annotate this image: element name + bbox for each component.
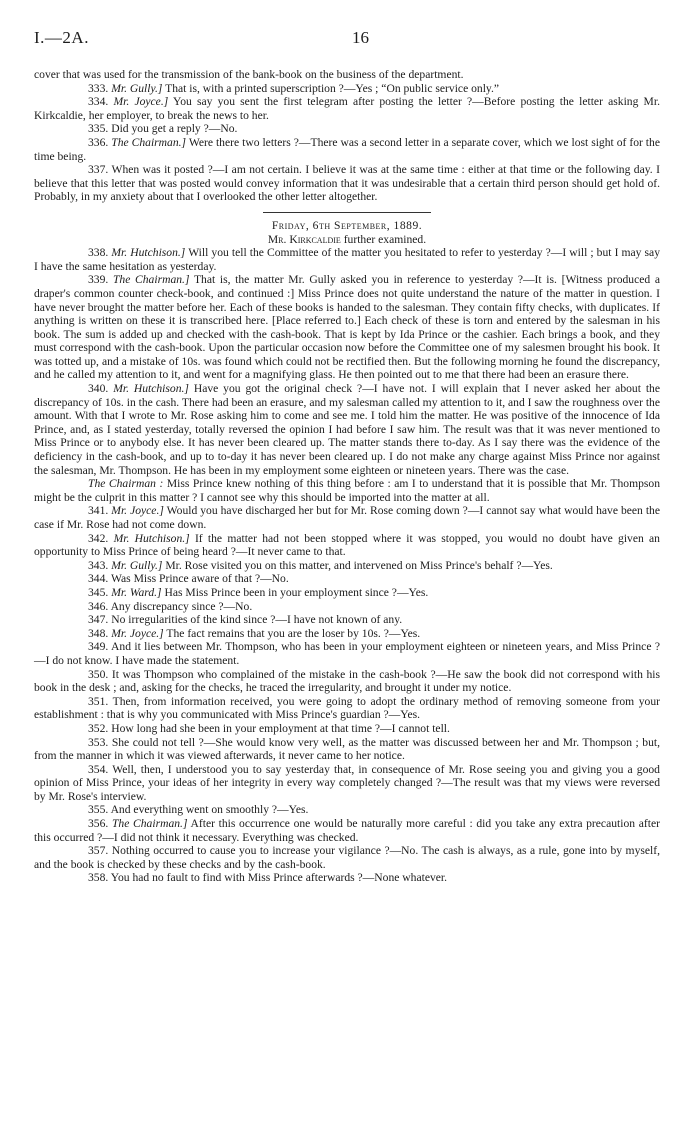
evidence-paragraph	[34, 586, 660, 600]
paragraph-text: She could not tell ?—She would know very well, as the matter was discussed between her and Mr. Thompson ; but, from the manner in which it was viewed afterwards, it never came to her notice.	[34, 735, 660, 763]
speaker: The Chairman.]	[111, 135, 187, 149]
paragraph-text: Was Miss Prince aware of that ?—No.	[111, 572, 289, 586]
paragraph-text: How long had she been in your employment at that time ?—I cannot tell.	[111, 721, 450, 735]
paragraph-text: The fact remains that you are the loser by 10s. ?—Yes.	[166, 626, 421, 640]
paragraph-text: Were there two letters ?—There was a second letter in a separate cover, which we lost sight of for the time being.	[34, 135, 660, 163]
question-number: 351.	[88, 694, 109, 708]
question-number: 358.	[88, 871, 109, 885]
question-number: 350.	[88, 667, 109, 681]
question-number: 354.	[88, 762, 109, 776]
evidence-paragraph	[34, 600, 660, 614]
speaker: The Chairman.]	[112, 273, 190, 287]
paragraph-text: When was it posted ?—I am not certain. I believe it was at the same time : either at that time or the following day. I believe that this letter that was posted would convey information that it was undesirable that a certain third person should get hold of. Probably, in my anxiety about that I overlooked the other letter altogether.	[34, 163, 660, 204]
question-number: 353.	[88, 735, 109, 749]
evidence-paragraph	[34, 136, 660, 163]
speaker: Mr. Hutchison.]	[113, 382, 189, 396]
evidence-paragraph	[34, 382, 660, 477]
paragraph-text: And it lies between Mr. Thompson, who has been in your employment eighteen or nineteen years, and Miss Prince ?—I do not know. I have made the statement.	[34, 640, 660, 667]
evidence-paragraph	[34, 68, 660, 82]
evidence-paragraph	[34, 504, 660, 531]
question-number: 343.	[88, 558, 109, 572]
page-number: 16	[352, 28, 369, 47]
paragraph-text: Have you got the original check ?—I have not. I will explain that I never asked her about the discrepancy of 10s. in the cash. There had been an erasure, and my salesman called my attention to it, and I saw the roughness over the amount. With that I wrote to Mr. Rose asking him to come and see me. I told him the matter. He was positive of the innocence of Ida Prince, and, as I stated yesterday, totally reversed the opinion I had before I saw him. The result was that it was never mentioned to Miss Prince or to anybody else. It has never been cleared up. The matter stands there to-day. As I say there was the evidence of the deficiency in the cash-book, and up to to-day it has never been cleared up. I do not make any charge against Miss Prince nor against the salesman, Mr. Thompson. He has been in my employment some eighteen or nineteen years. There was the case.	[34, 382, 660, 477]
paragraph-text: Would you have discharged her but for Mr. Rose coming down ?—I cannot say what would have been the case if Mr. Rose had not come down.	[34, 504, 660, 531]
speaker: Mr. Joyce.]	[111, 504, 164, 518]
evidence-body	[34, 68, 660, 885]
paragraph-text: That is, the matter Mr. Gully asked you in reference to yesterday ?—It is. [Witness produced a draper's common counter check-book, and continued :] Miss Prince does not quite understand the nature of the matter in question. I have never brought the matter before her. Each of these books is handed to the salesman. They contain fifty checks, with duplicates. If anything is written on these it is transcribed here. [Place referred to.] Each check of these is torn and entered by the salesman in his book. The sum is added up and checked with the cash-book. That is kept by Ida Prince or the cashier. Each brings a book, and they must correspond with the cash-book. Upon the particular occasion now before the Committee one of my salesmen brought his book. It was totted up, and a mistake of 10s. was found which could not be rectified then. But the following morning he found the discrepancy, and he called my attention to it, and went for a magnifying glass. He then pointed out to me that there had been an erasure there.	[34, 273, 660, 382]
evidence-paragraph	[34, 817, 660, 844]
section-divider	[263, 212, 431, 213]
speaker: Mr. Hutchison.]	[113, 531, 190, 545]
speaker: Mr. Joyce.]	[111, 626, 164, 640]
paragraph-text: Then, from information received, you were going to adopt the ordinary method of removing someone from your establishment : that is why you communicated with Miss Prince's guardian ?—Yes.	[34, 694, 660, 722]
page-header	[34, 28, 660, 50]
sitting-date: Friday, 6th September, 1889.	[271, 218, 423, 232]
evidence-paragraph	[34, 695, 660, 722]
witness-heading	[34, 233, 660, 247]
question-number: 334.	[88, 95, 109, 109]
question-number: 341.	[88, 504, 109, 518]
paragraph-text: Miss Prince knew nothing of this thing before : am I to understand that it is possible that Mr. Thompson might be the culprit in this matter ? I cannot see why this should be imported into the matter at all.	[34, 477, 660, 504]
paragraph-text: After this occurrence one would be naturally more careful : did you take any extra precaution after this occurred ?—I did not think it necessary. Everything was checked.	[34, 817, 660, 844]
question-number: 335.	[88, 122, 109, 136]
question-number: 333.	[88, 81, 109, 95]
evidence-paragraph	[34, 572, 660, 586]
paragraph-text: And everything went on smoothly ?—Yes.	[110, 803, 309, 817]
paragraph-text: Nothing occurred to cause you to increase your vigilance ?—No. The cash is always, as a rule, gone into by myself, and the book is checked by these checks and by the cash-book.	[34, 844, 661, 871]
evidence-paragraph	[34, 736, 660, 763]
question-number: 347.	[88, 613, 109, 627]
evidence-paragraph	[34, 273, 660, 382]
question-number: 357.	[88, 844, 109, 858]
speaker: Mr. Ward.]	[111, 585, 162, 599]
evidence-paragraph	[34, 82, 660, 96]
evidence-paragraph	[34, 122, 660, 136]
witness-heading-rest: further examined.	[340, 232, 427, 246]
speaker: Mr. Hutchison.]	[111, 246, 186, 260]
evidence-paragraph	[34, 871, 660, 885]
evidence-paragraph	[34, 477, 660, 504]
paragraph-text: Will you tell the Committee of the matter you hesitated to refer to yesterday ?—I will ; but I may say I have the same hesitation as yesterday.	[34, 246, 660, 273]
paragraph-text: If the matter had not been stopped where it was stopped, you would no doubt have given an opportunity to Miss Prince of being heard ?—It never came to that.	[34, 531, 660, 559]
question-number: 337.	[88, 163, 109, 177]
question-number: 355.	[88, 803, 109, 817]
question-number: 336.	[88, 135, 109, 149]
question-number: 345.	[88, 585, 109, 599]
question-number: 356.	[88, 817, 109, 831]
speaker: The Chairman.]	[111, 817, 188, 831]
document-reference: I.—2A.	[34, 28, 89, 47]
question-number: 346.	[88, 599, 109, 613]
evidence-paragraph	[34, 246, 660, 273]
evidence-paragraph	[34, 640, 660, 667]
paragraph-text: Mr. Rose visited you on this matter, and intervened on Miss Prince's behalf ?—Yes.	[165, 558, 553, 572]
paragraph-text: That is, with a printed superscription ?—Yes ; “On public service only.”	[165, 81, 500, 95]
evidence-paragraph	[34, 163, 660, 204]
question-number: 338.	[88, 246, 109, 260]
paragraph-text: Well, then, I understood you to say yesterday that, in consequence of Mr. Rose seeing you and giving you a good opinion of Miss Prince, your ideas of her integrity in every way completely changed ?—The result was that my views were reversed by Mr. Rose's interview.	[34, 762, 660, 803]
paragraph-text: Did you get a reply ?—No.	[111, 122, 238, 136]
speaker: Mr. Gully.]	[111, 558, 163, 572]
evidence-paragraph	[34, 559, 660, 573]
speaker: Mr. Joyce.]	[113, 95, 169, 109]
question-number: 339.	[88, 273, 109, 287]
paragraph-text: cover that was used for the transmission of the bank-book on the business of the department.	[34, 68, 464, 81]
evidence-paragraph	[34, 668, 660, 695]
evidence-paragraph	[34, 532, 660, 559]
question-number: 344.	[88, 572, 109, 586]
evidence-paragraph	[34, 627, 660, 641]
witness-name: Mr. Kirkcaldie	[267, 232, 341, 246]
evidence-paragraph	[34, 844, 660, 871]
question-number: 352.	[88, 721, 109, 735]
question-number: 349.	[88, 640, 109, 654]
question-number: 348.	[88, 626, 109, 640]
speaker: Mr. Gully.]	[111, 81, 163, 95]
question-number: 342.	[88, 531, 109, 545]
evidence-block-2	[34, 246, 660, 885]
evidence-paragraph	[34, 763, 660, 804]
paragraph-text: Any discrepancy since ?—No.	[110, 599, 253, 613]
evidence-paragraph	[34, 722, 660, 736]
evidence-paragraph	[34, 95, 660, 122]
evidence-block-1	[34, 68, 660, 204]
question-number: 340.	[88, 382, 109, 396]
evidence-paragraph	[34, 803, 660, 817]
paragraph-text: You had no fault to find with Miss Prince afterwards ?—None whatever.	[110, 871, 448, 885]
evidence-paragraph	[34, 613, 660, 627]
paragraph-text: You say you sent the first telegram after posting the letter ?—Before posting the letter asking Mr. Kirkcaldie, her employer, to break the news to her.	[34, 95, 660, 122]
paragraph-text: Has Miss Prince been in your employment since ?—Yes.	[164, 585, 429, 599]
paragraph-text: It was Thompson who complained of the mistake in the cash-book ?—He saw the book did not correspond with his book in the desk ; and, asking for the checks, he traced the irregularity, and brought it under my notice.	[34, 667, 660, 695]
paragraph-text: No irregularities of the kind since ?—I have not known of any.	[111, 613, 403, 627]
speaker: The Chairman :	[88, 477, 164, 491]
